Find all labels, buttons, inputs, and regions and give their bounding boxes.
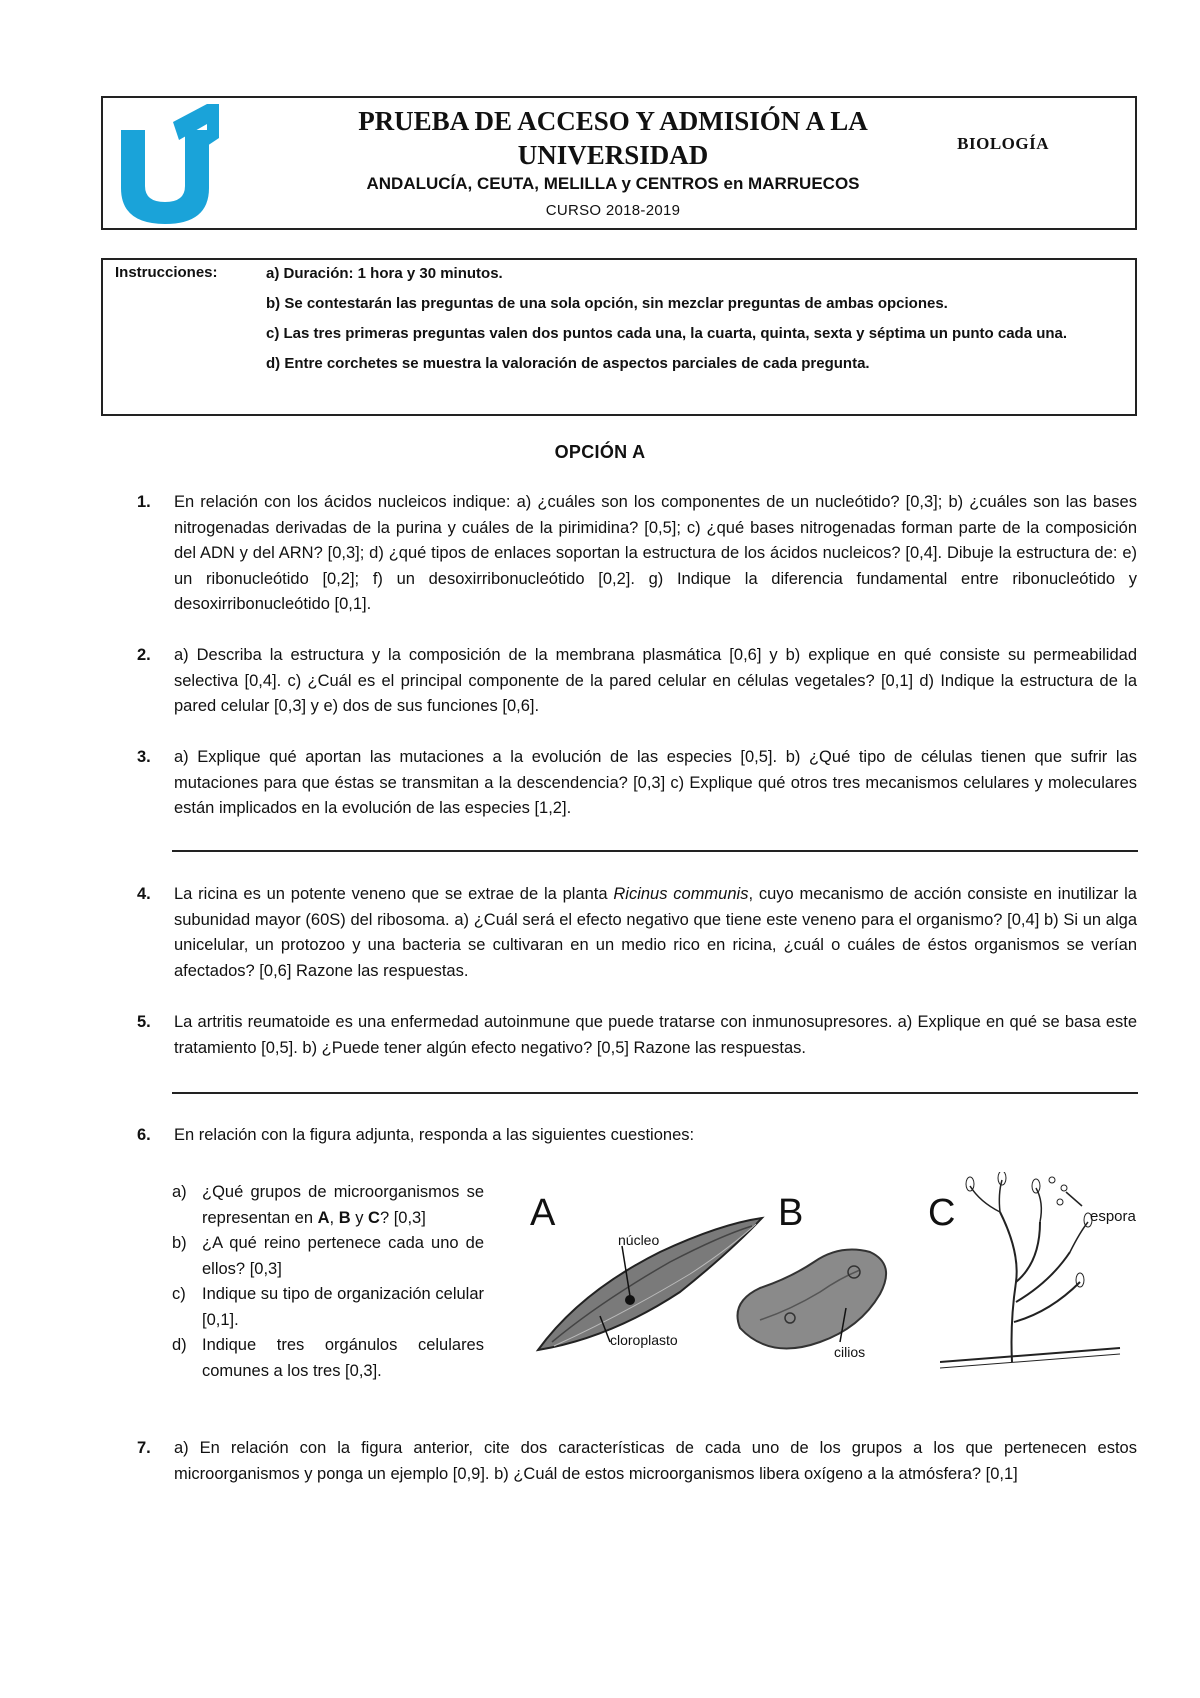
species-name: Ricinus communis [613,885,749,903]
question-3 [137,745,1137,822]
subitem-c: c) Indique su tipo de organización celular [0,1]. [172,1285,484,1329]
section-divider [172,850,1138,852]
label-nucleo: núcleo [618,1232,660,1248]
instruction-item: d) Entre corchetes se muestra la valoración de aspectos parciales de cada pregunta. [266,355,870,372]
question-5 [137,1010,1137,1061]
course-year: CURSO 2018-2019 [545,202,681,219]
figure-letter-c: C [928,1192,956,1234]
question-number: 7. [137,1439,151,1457]
question-text: La artritis reumatoide es una enfermedad autoinmune que puede tratarse con inmunosupresores. a) Explique en qué se basa este tratamiento [0,5]. b) ¿Puede tener algún efecto negativo? [0,5] Razone las respuestas. [174,1013,1137,1057]
label-cloroplasto: cloroplasto [610,1332,678,1348]
instructions-list [266,264,1126,384]
instruction-item: c) Las tres primeras preguntas valen dos puntos cada una, la cuarta, quinta, sexta y séptima un punto cada una. [266,325,1068,342]
question-text: En relación con la figura adjunta, responda a las siguientes cuestiones: [174,1126,695,1144]
question-4 [137,882,1137,984]
question-text: a) Explique qué aportan las mutaciones a la evolución de las especies [0,5]. b) ¿Qué tipo de células tienen que sufrir las mutaciones para que éstas se transmitan a la descendencia? [0,3] c) Explique qué otros tres mecanismos celulares y moleculares están implicados en la evolución de las especies [1,2]. [174,748,1137,817]
question-number: 2. [137,646,151,664]
question-text: a) Describa la estructura y la composición de la membrana plasmática [0,6] y b) explique en qué consiste su permeabilidad selectiva [0,4]. c) ¿Cuál es el principal componente de la pared celular en células vegetales? [0,1] d) Indique la estructura de la pared celular [0,3] y e) dos de sus funciones [0,6]. [174,646,1137,715]
microorganisms-figure [510,1172,1140,1392]
question-1 [137,490,1137,618]
instructions-box [101,258,1137,416]
figure-letter-a: A [530,1192,556,1234]
question-number: 3. [137,748,151,766]
header-box [101,96,1137,230]
question-text: En relación con los ácidos nucleicos indique: a) ¿cuáles son los componentes de un nucleótido? [0,3]; b) ¿cuáles son las bases nitrogenadas derivadas de la purina y cuáles de la pirimidina? [0,5]; c) ¿qué bases nitrogenadas forman parte de la composición del ADN y del ARN? [0,3]; d) ¿qué tipos de enlaces soportan la estructura de los ácidos nucleicos? [0,4]. Dibuje la estructura de: e) un ribonucleótido [0,2]; f) un desoxirribonucleótido [0,2]. g) Indique la diferencia fundamental entre ribonucleótido y desoxirribonucleótido [0,1]. [174,493,1137,613]
question-2 [137,643,1137,720]
label-espora: espora [1090,1208,1136,1225]
question-number: 6. [137,1126,151,1144]
exam-title: PRUEBA DE ACCESO Y ADMISIÓN A LA UNIVERSIDAD [358,106,868,170]
option-title: OPCIÓN A [554,442,646,462]
label-cilios: cilios [834,1344,866,1360]
question-6-subitems [172,1180,484,1384]
instructions-label: Instrucciones: [115,264,218,281]
question-7 [137,1436,1137,1487]
region-line: ANDALUCÍA, CEUTA, MELILLA y CENTROS en MARRUECOS [366,174,860,193]
subitem-a: a) ¿Qué grupos de microorganismos se representan en A, B y C? [0,3] [172,1183,484,1227]
paramecium-illustration [730,1242,900,1362]
figure-letter-b: B [778,1192,804,1234]
subject-name: BIOLOGÍA [957,134,1049,153]
question-number: 5. [137,1013,151,1031]
subitem-d: d) Indique tres orgánulos celulares comunes a los tres [0,3]. [172,1336,484,1380]
question-number: 4. [137,885,151,903]
question-text: a) En relación con la figura anterior, cite dos características de cada uno de los grupos a los que pertenecen estos microorganismos y ponga un ejemplo [0,9]. b) ¿Cuál de estos microorganismos libera oxígeno a la atmósfera? [0,1] [174,1439,1137,1483]
section-divider [172,1092,1138,1094]
question-text: La ricina es un potente veneno que se extrae de la planta Ricinus communis, cuyo mecanismo de acción consiste en inutilizar la subunidad mayor (60S) del ribosoma. a) ¿Cuál será el efecto negativo que tiene este veneno para el organismo? [0,4] b) Si un alga unicelular, un protozoo y una bacteria se cultivaran en un medio rico en ricina, ¿cuál o cuáles de éstos organismos se verían afectados? [0,6] Razone las respuestas. [174,885,1137,980]
fungus-illustration [940,1172,1140,1387]
question-number: 1. [137,493,151,511]
subitem-b: b) ¿A qué reino pertenece cada uno de ellos? [0,3] [172,1234,484,1278]
question-6 [137,1123,1137,1149]
instruction-item: b) Se contestarán las preguntas de una sola opción, sin mezclar preguntas de ambas opciones. [266,295,948,312]
instruction-item: a) Duración: 1 hora y 30 minutos. [266,265,503,282]
